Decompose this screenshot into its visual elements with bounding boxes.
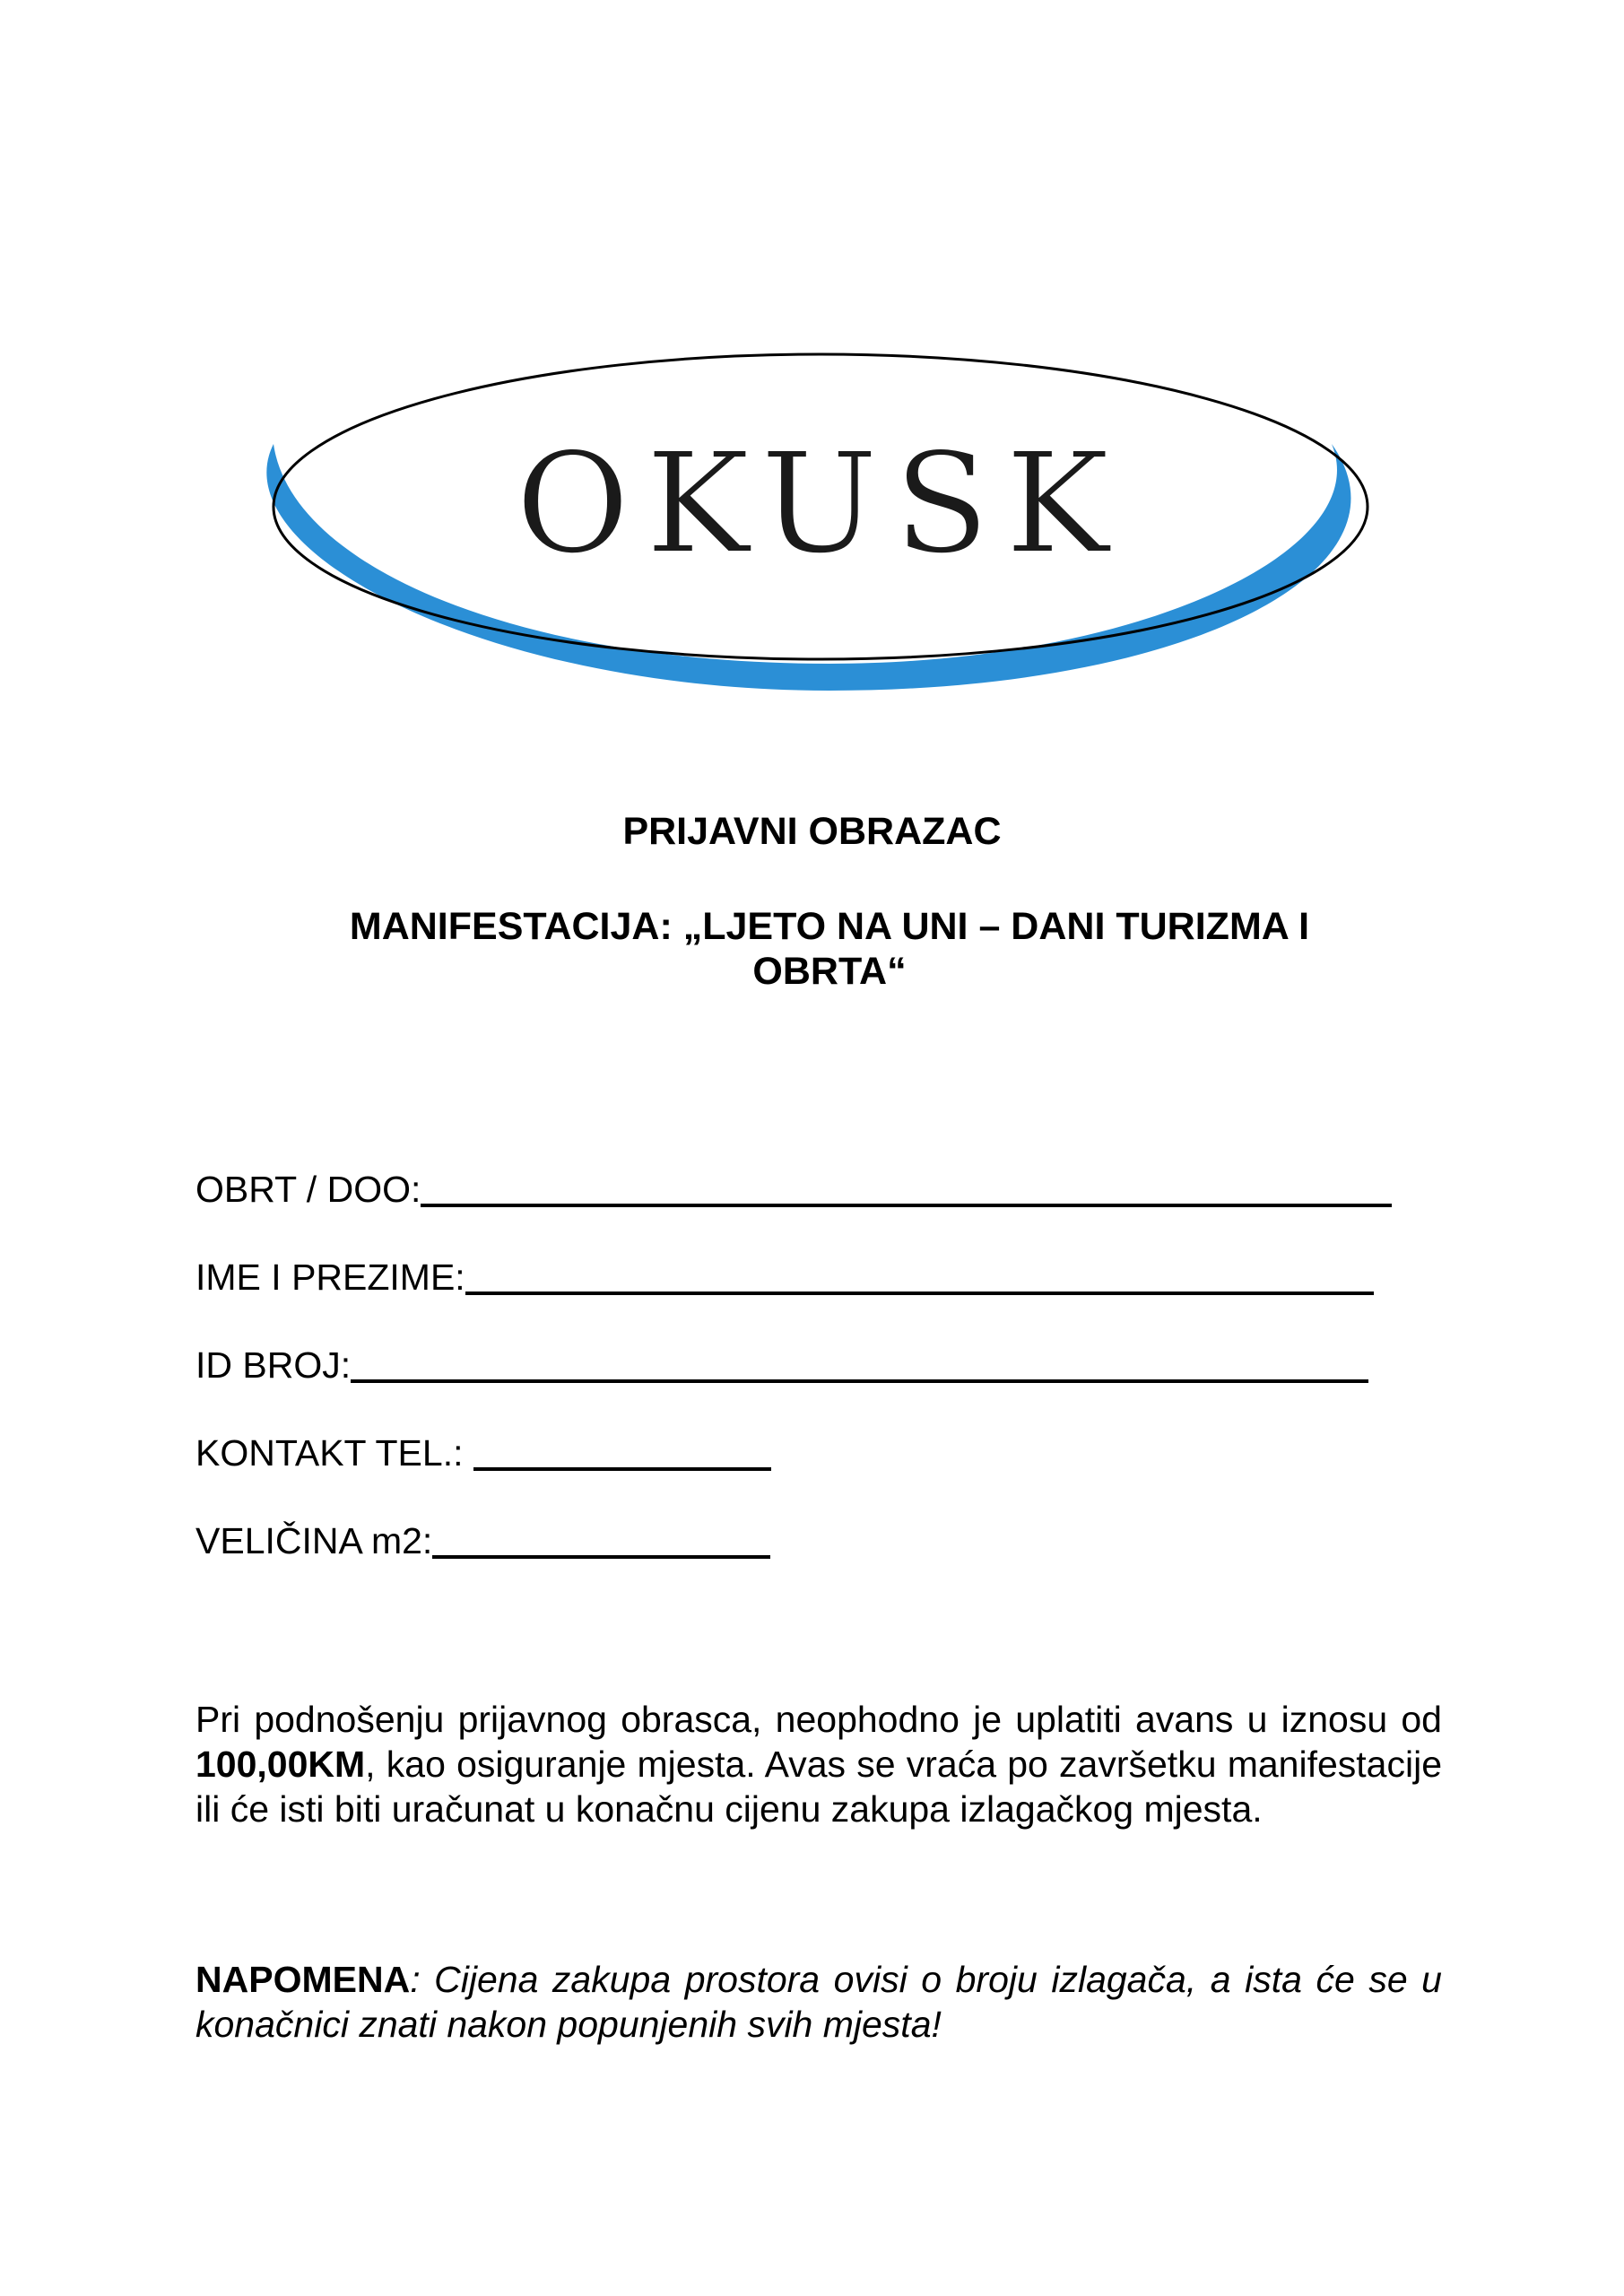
field-size-m2 bbox=[195, 1518, 770, 1563]
logo-text: OKUSK bbox=[516, 422, 1125, 585]
remark bbox=[195, 1957, 1442, 2047]
field-full-name-label: IME I PREZIME: bbox=[195, 1257, 465, 1298]
remark-text: : Cijena zakupa prostora ovisi o broju izlagača, a ista će se u konačnici znati nakon popunjenih svih mjesta! bbox=[195, 1959, 1442, 2045]
payment-note-after: , kao osiguranje mjesta. Avas se vraća po završetku manifestacije ili će isti biti uračunat u konačnu cijenu zakupa izlagačkog mjesta. bbox=[195, 1744, 1442, 1830]
event-name-line1: MANIFESTACIJA: „LJETO NA UNI – DANI TURIZMA I bbox=[349, 905, 1310, 948]
event-name bbox=[233, 904, 1426, 994]
payment-amount: 100,00KM bbox=[195, 1744, 366, 1785]
remark-label: NAPOMENA bbox=[195, 1959, 411, 2000]
form-title: PRIJAVNI OBRAZAC bbox=[622, 810, 1002, 853]
field-size-m2-input[interactable] bbox=[432, 1523, 770, 1559]
field-contact-phone bbox=[195, 1430, 771, 1475]
payment-note-before: Pri podnošenju prijavnog obrasca, neophodno je uplatiti avans u iznosu od bbox=[195, 1699, 1442, 1740]
field-company-input[interactable] bbox=[421, 1171, 1392, 1207]
event-name-line2: OBRTA“ bbox=[752, 950, 907, 993]
field-contact-phone-input[interactable] bbox=[473, 1435, 771, 1471]
okusk-logo bbox=[256, 345, 1385, 695]
field-company bbox=[195, 1166, 1392, 1212]
field-id-number-input[interactable] bbox=[351, 1347, 1368, 1383]
payment-note bbox=[195, 1697, 1442, 1831]
field-id-number-label: ID BROJ: bbox=[195, 1344, 352, 1386]
field-full-name-input[interactable] bbox=[465, 1259, 1374, 1295]
field-id-number bbox=[195, 1342, 1368, 1387]
field-contact-phone-label: KONTAKT TEL.: bbox=[195, 1432, 473, 1474]
field-company-label: OBRT / DOO: bbox=[195, 1169, 421, 1210]
field-full-name bbox=[195, 1254, 1374, 1300]
field-size-m2-label: VELIČINA m2: bbox=[195, 1520, 433, 1561]
